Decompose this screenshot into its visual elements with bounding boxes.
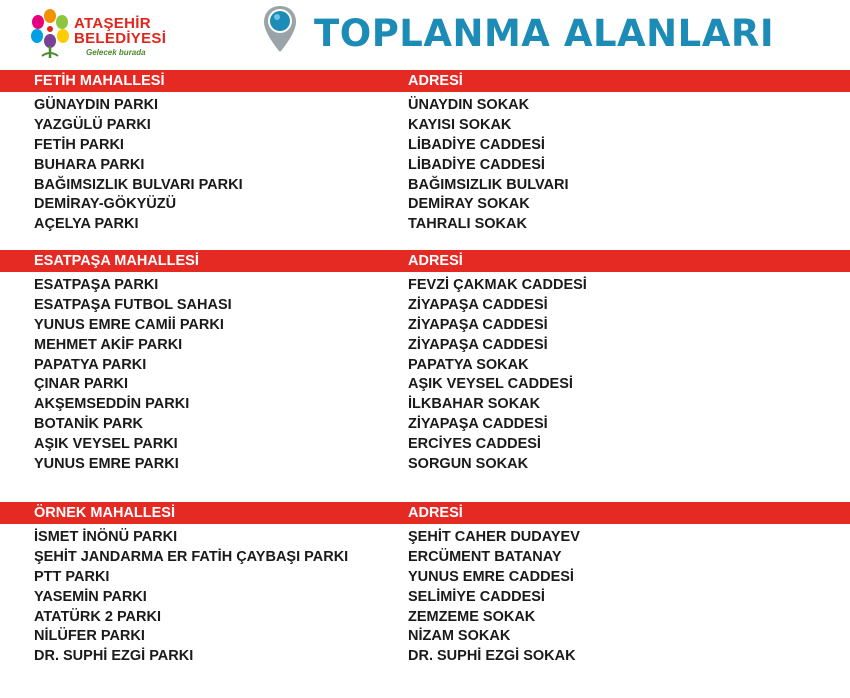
table-row [0,194,850,214]
section-rows [0,92,850,234]
park-name: ESATPAŞA FUTBOL SAHASI [34,296,232,313]
table-row [0,527,850,547]
park-name: ŞEHİT JANDARMA ER FATİH ÇAYBAŞI PARKI [34,548,349,565]
table-row [0,315,850,335]
page-title: TOPLANMA ALANLARI [314,12,775,55]
table-row [0,335,850,355]
park-address: LİBADİYE CADDESİ [408,136,545,153]
municipality-logo [28,6,178,64]
park-name: YASEMİN PARKI [34,588,147,605]
logo-tagline: Gelecek burada [86,48,146,57]
park-name: MEHMET AKİF PARKI [34,336,183,353]
table-row [0,295,850,315]
table-row [0,275,850,295]
table-row [0,567,850,587]
park-address: ZİYAPAŞA CADDESİ [408,296,548,313]
table-row [0,394,850,414]
section-rows [0,272,850,474]
park-address: FEVZİ ÇAKMAK CADDESİ [408,277,587,293]
park-name: YUNUS EMRE CAMİİ PARKI [34,316,224,333]
park-address: TAHRALI SOKAK [408,216,527,233]
table-row [0,454,850,474]
section-header-bar [0,250,850,272]
park-name: ESATPAŞA PARKI [34,277,159,293]
table-row [0,214,850,234]
section-esatpasa [0,250,850,474]
park-address: ZİYAPAŞA CADDESİ [408,316,548,333]
park-address: ZİYAPAŞA CADDESİ [408,336,548,353]
park-address: ÜNAYDIN SOKAK [408,97,530,113]
park-name: PAPATYA PARKI [34,356,147,373]
table-row [0,155,850,175]
park-address: AŞIK VEYSEL CADDESİ [408,376,573,393]
location-pin-icon [262,4,298,54]
table-row [0,547,850,567]
park-name: ÇINAR PARKI [34,376,128,393]
park-address: NİZAM SOKAK [408,628,511,645]
park-address: PAPATYA SOKAK [408,356,529,373]
section-header-bar [0,502,850,524]
park-name: İSMET İNÖNÜ PARKI [34,529,178,545]
logo-line-1: ATAŞEHİR [74,15,151,32]
park-address: ERCÜMENT BATANAY [408,548,562,565]
table-row [0,355,850,375]
park-name: BAĞIMSIZLIK BULVARI PARKI [34,176,243,193]
flower-figure-icon [28,8,72,60]
table-row [0,175,850,195]
address-column-header: ADRESİ [408,505,463,521]
section-title: ÖRNEK MAHALLESİ [34,505,175,521]
address-column-header: ADRESİ [408,253,463,269]
park-name: AŞIK VEYSEL PARKI [34,436,178,453]
table-row [0,414,850,434]
table-row [0,135,850,155]
park-name: BOTANİK PARK [34,416,144,433]
section-rows [0,524,850,666]
table-row [0,95,850,115]
section-header-bar [0,70,850,92]
table-row [0,646,850,666]
park-name: AKŞEMSEDDİN PARKI [34,396,190,413]
table-row [0,115,850,135]
park-name: DEMİRAY-GÖKYÜZÜ [34,196,177,213]
park-address: DEMİRAY SOKAK [408,196,530,213]
park-address: LİBADİYE CADDESİ [408,156,545,173]
park-name: NİLÜFER PARKI [34,628,145,645]
park-address: ERCİYES CADDESİ [408,436,541,453]
header [0,0,850,68]
park-name: YUNUS EMRE PARKI [34,456,179,473]
park-address: ŞEHİT CAHER DUDAYEV [408,529,580,545]
park-address: KAYISI SOKAK [408,116,512,133]
table-row [0,434,850,454]
section-title: ESATPAŞA MAHALLESİ [34,253,199,269]
park-name: AÇELYA PARKI [34,216,139,233]
park-address: BAĞIMSIZLIK BULVARI [408,176,569,193]
park-address: SORGUN SOKAK [408,456,529,473]
table-row [0,626,850,646]
park-address: YUNUS EMRE CADDESİ [408,568,574,585]
table-row [0,587,850,607]
park-address: DR. SUPHİ EZGİ SOKAK [408,648,576,665]
section-fetih [0,70,850,234]
table-row [0,607,850,627]
table-row [0,374,850,394]
park-name: PTT PARKI [34,568,110,585]
park-address: İLKBAHAR SOKAK [408,396,541,413]
park-address: ZİYAPAŞA CADDESİ [408,416,548,433]
section-title: FETİH MAHALLESİ [34,73,165,89]
park-address: SELİMİYE CADDESİ [408,588,545,605]
logo-line-2: BELEDİYESİ [74,30,167,47]
park-name: BUHARA PARKI [34,156,145,173]
park-name: DR. SUPHİ EZGİ PARKI [34,648,194,665]
park-address: ZEMZEME SOKAK [408,608,536,625]
park-name: ATATÜRK 2 PARKI [34,608,162,625]
park-name: YAZGÜLÜ PARKI [34,116,151,133]
address-column-header: ADRESİ [408,73,463,89]
section-ornek [0,502,850,666]
park-name: FETİH PARKI [34,136,124,153]
park-name: GÜNAYDIN PARKI [34,97,159,113]
